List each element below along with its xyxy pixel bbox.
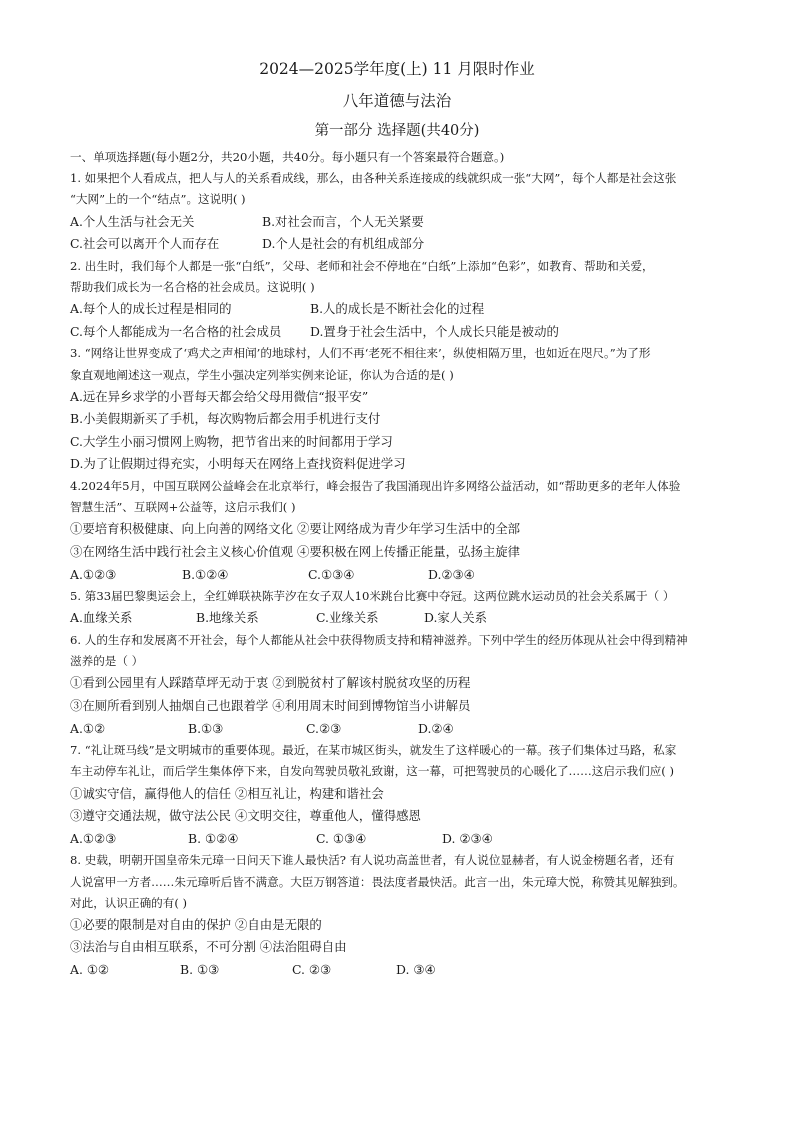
q2-options-row1: [70, 298, 738, 321]
q4-stem-line2: 智慧生活”、互联网+公益等，这启示我们( ): [70, 500, 296, 515]
q7-option-d: D. ②③④: [442, 830, 493, 846]
q5-options: [70, 607, 738, 630]
q6-option-b: B.①③: [188, 720, 224, 736]
q1-stem-line1: 1. 如果把个人看成点，把人与人的关系看成线，那么，由各种关系连接成的线就织成一张“大网”，每个人都是社会这张: [70, 171, 677, 186]
q8-stem-line1: 8. 史载，明朝开国皇帝朱元璋一日问天下谁人最快活? 有人说功高盖世者，有人说位显赫者，有人说金榜题名者，还有: [70, 853, 675, 868]
q2-stem-line2: 帮助我们成长为一名合格的社会成员。这说明( ): [70, 279, 315, 294]
q8-stem-line2: 人说富甲一方者……朱元璋听后皆不满意。大臣万钢答道：畏法度者最快活。此言一出，朱元璋大悦，称赞其见解独到。: [70, 874, 685, 889]
q7-stem-line1: 7. “礼让斑马线”是文明城市的重要体现。最近，在某市城区街头，就发生了这样暖心的一幕。孩子们集体过马路，私家: [70, 743, 677, 758]
exam-title: 2024—2025学年度(上) 11 月限时作业: [259, 60, 535, 78]
q6-statements-row1: ①看到公园里有人踩踏草坪无动于衷 ②到脱贫村了解该村脱贫攻坚的历程: [70, 675, 471, 691]
q6-stem-line1: 6. 人的生存和发展离不开社会，每个人都能从社会中获得物质支持和精神滋养。下列中学生的经历体现从社会中得到精神: [70, 633, 688, 647]
q8-options: [70, 959, 738, 982]
q2-option-b: B.人的成长是不断社会化的过程: [310, 301, 485, 317]
q6-options: [70, 718, 738, 741]
q4-option-b: B.①②④: [182, 566, 229, 582]
question-body: [70, 147, 738, 982]
q1-option-b: B.对社会而言，个人无关紧要: [262, 213, 424, 229]
q8-stem-line3: 对此，认识正确的有( ): [70, 895, 188, 910]
q7-option-b: B. ①②④: [188, 830, 239, 846]
q4-statements-row2: ③在网络生活中践行社会主义核心价值观 ④要积极在网上传播正能量，弘扬主旋律: [70, 544, 521, 560]
q1-options-row2: [70, 233, 738, 256]
q6-option-c: C.②③: [306, 720, 342, 736]
q4-option-a: A.①②③: [70, 566, 117, 582]
q3-option-a: A.远在异乡求学的小晋每天都会给父母用微信“报平安”: [70, 388, 369, 404]
q7-statements-row1: ①诚实守信，赢得他人的信任 ②相互礼让，构建和谐社会: [70, 785, 384, 801]
q2-option-d: D.置身于社会生活中，个人成长只能是被动的: [310, 323, 559, 339]
q1-option-a: A.个人生活与社会无关: [70, 213, 195, 229]
q5-option-c: C.业缘关系: [316, 610, 379, 626]
q4-options: [70, 564, 738, 587]
q3-stem-line2: 象直观地阐述这一观点，学生小强决定列举实例来论证，你认为合适的是( ): [70, 367, 454, 382]
q8-option-b: B. ①③: [180, 962, 220, 978]
q5-option-d: D.家人关系: [424, 610, 487, 626]
q1-option-c: C.社会可以离开个人而存在: [70, 236, 220, 252]
q7-options: [70, 828, 738, 851]
q5-option-b: B.地缘关系: [196, 610, 259, 626]
q6-statements-row2: ③在厕所看到别人抽烟自己也跟着学 ④利用周末时间到博物馆当小讲解员: [70, 697, 471, 713]
q7-statements-row2: ③遵守交通法规，做守法公民 ④文明交往，尊重他人，懂得感恩: [70, 808, 421, 824]
q4-option-c: C.①③④: [308, 566, 355, 582]
q2-stem-line1: 2. 出生时，我们每个人都是一张“白纸”，父母、老师和社会不停地在“白纸”上添加“色彩”，如教育、帮助和关爱，: [70, 258, 654, 273]
q8-option-a: A. ①②: [70, 962, 110, 978]
q4-stem-line1: 4.2024年5月，中国互联网公益峰会在北京举行，峰会报告了我国涌现出许多网络公益活动，如“帮助更多的老年人体验: [70, 479, 681, 494]
q8-statements-row2: ③法治与自由相互联系，不可分割 ④法治阻碍自由: [70, 939, 347, 955]
q7-option-a: A.①②③: [70, 830, 117, 846]
q7-stem-line2: 车主动停车礼让，而后学生集体停下来，自发向驾驶员敬礼致谢，这一幕，可把驾驶员的心暖化了……这启示我们应( ): [70, 764, 675, 779]
q8-option-d: D. ③④: [396, 962, 436, 978]
q6-option-a: A.①②: [70, 720, 106, 736]
q7-option-c: C. ①③④: [316, 830, 367, 846]
q6-option-d: D.②④: [418, 720, 454, 736]
q3-stem-line1: 3. “网络让世界变成了‘鸡犬之声相闻’的地球村，人们不再‘老死不相往来’，纵使相隔万里，也如近在咫尺。”为了形: [70, 346, 651, 361]
q2-options-row2: [70, 321, 738, 344]
q5-option-a: A.血缘关系: [70, 610, 133, 626]
q2-option-c: C.每个人都能成为一名合格的社会成员: [70, 323, 282, 339]
q3-option-c: C.大学生小丽习惯网上购物，把节省出来的时间都用于学习: [70, 433, 393, 449]
q4-option-d: D.②③④: [428, 566, 475, 582]
q2-option-a: A.每个人的成长过程是相同的: [70, 301, 232, 317]
q3-option-b: B.小美假期新买了手机，每次购物后都会用手机进行支付: [70, 411, 381, 427]
q8-option-c: C. ②③: [292, 962, 332, 978]
q1-option-d: D.个人是社会的有机组成部分: [262, 236, 425, 252]
q6-stem-line2: 滋养的是（ ）: [70, 654, 144, 669]
q8-statements-row1: ①必要的限制是对自由的保护 ②自由是无限的: [70, 916, 322, 932]
q3-option-d: D.为了让假期过得充实，小明每天在网络上查找资料促进学习: [70, 456, 406, 472]
q1-stem-line2: “大网”上的一个“结点”。这说明( ): [70, 192, 246, 207]
part-title: 第一部分 选择题(共40分): [314, 123, 480, 139]
q4-statements-row1: ①要培育积极健康、向上向善的网络文化 ②要让网络成为青少年学习生活中的全部: [70, 521, 521, 537]
section-instruction: 一、单项选择题(每小题2分，共20小题，共40分。每小题只有一个答案最符合题意。): [70, 150, 505, 164]
q5-stem-line1: 5. 第33届巴黎奥运会上，全红婵联袂陈芋汐在女子双人10米跳台比赛中夺冠。这两位跳水运动员的社会关系属于（ ）: [70, 589, 675, 604]
q1-options-row1: [70, 211, 738, 234]
subject-title: 八年道德与法治: [342, 92, 452, 110]
